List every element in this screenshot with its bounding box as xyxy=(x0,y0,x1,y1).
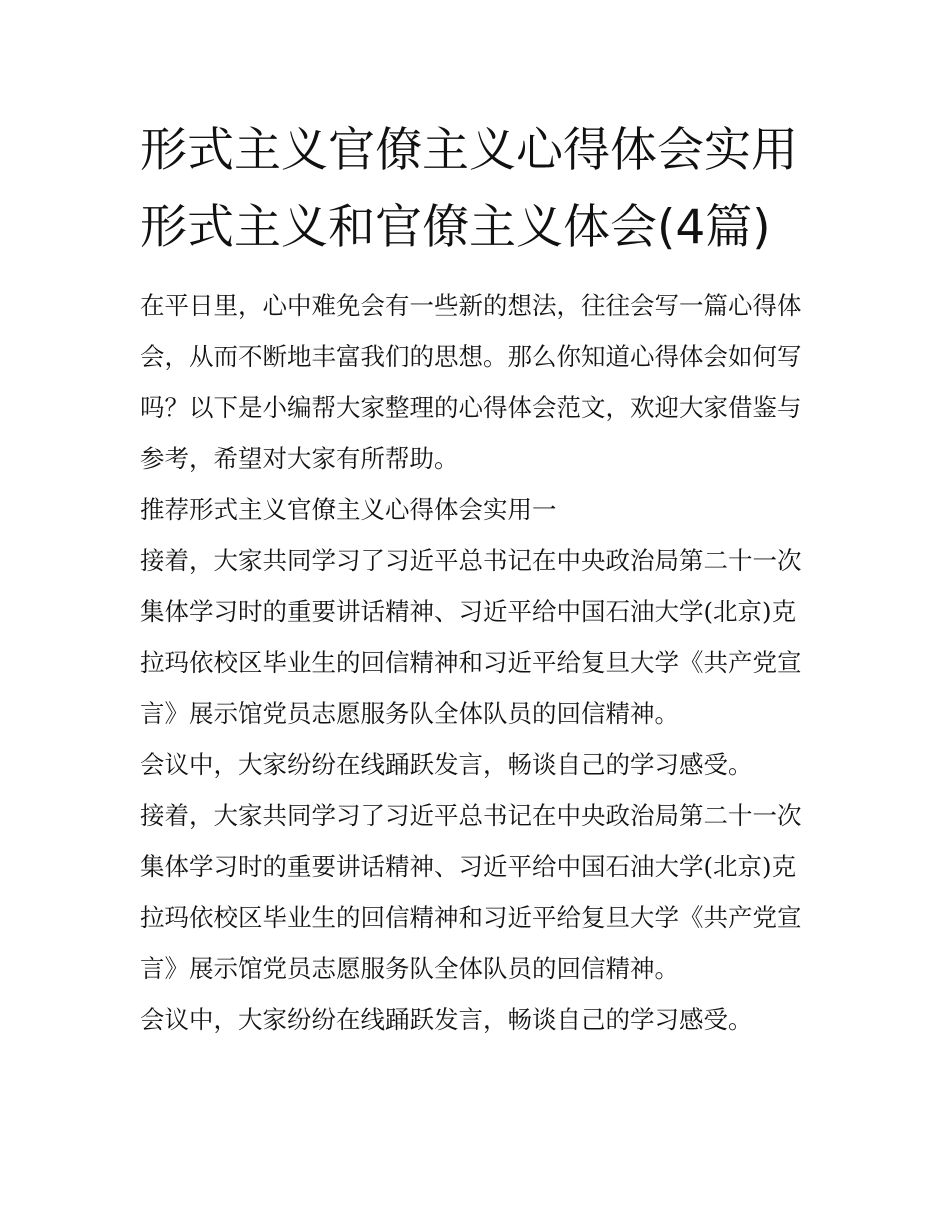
document-content xyxy=(140,112,820,1045)
intro-paragraph: 在平日里，心中难免会有一些新的想法，往往会写一篇心得体会，从而不断地丰富我们的思想。那么你知道心得体会如何写吗？以下是小编帮大家整理的心得体会范文，欢迎大家借鉴与参考，希望对大家有所帮助。 xyxy=(140,291,802,473)
document-body xyxy=(140,280,820,1045)
document-title: 形式主义官僚主义心得体会实用 形式主义和官僚主义体会(4篇) xyxy=(140,123,798,255)
body-paragraph: 接着，大家共同学习了习近平总书记在中央政治局第二十一次集体学习时的重要讲话精神、习近平给中国石油大学(北京)克拉玛依校区毕业生的回信精神和习近平给复旦大学《共产党宣言》展示馆党员志愿服务队全体队员的回信精神。 xyxy=(140,546,802,728)
body-paragraph: 会议中，大家纷纷在线踊跃发言，畅谈自己的学习感受。 xyxy=(140,750,753,779)
body-paragraph: 接着，大家共同学习了习近平总书记在中央政治局第二十一次集体学习时的重要讲话精神、习近平给中国石油大学(北京)克拉玛依校区毕业生的回信精神和习近平给复旦大学《共产党宣言》展示馆党员志愿服务队全体队员的回信精神。 xyxy=(140,801,802,983)
section-heading: 推荐形式主义官僚主义心得体会实用一 xyxy=(140,495,557,524)
body-paragraph: 会议中，大家纷纷在线踊跃发言，畅谈自己的学习感受。 xyxy=(140,1005,753,1034)
